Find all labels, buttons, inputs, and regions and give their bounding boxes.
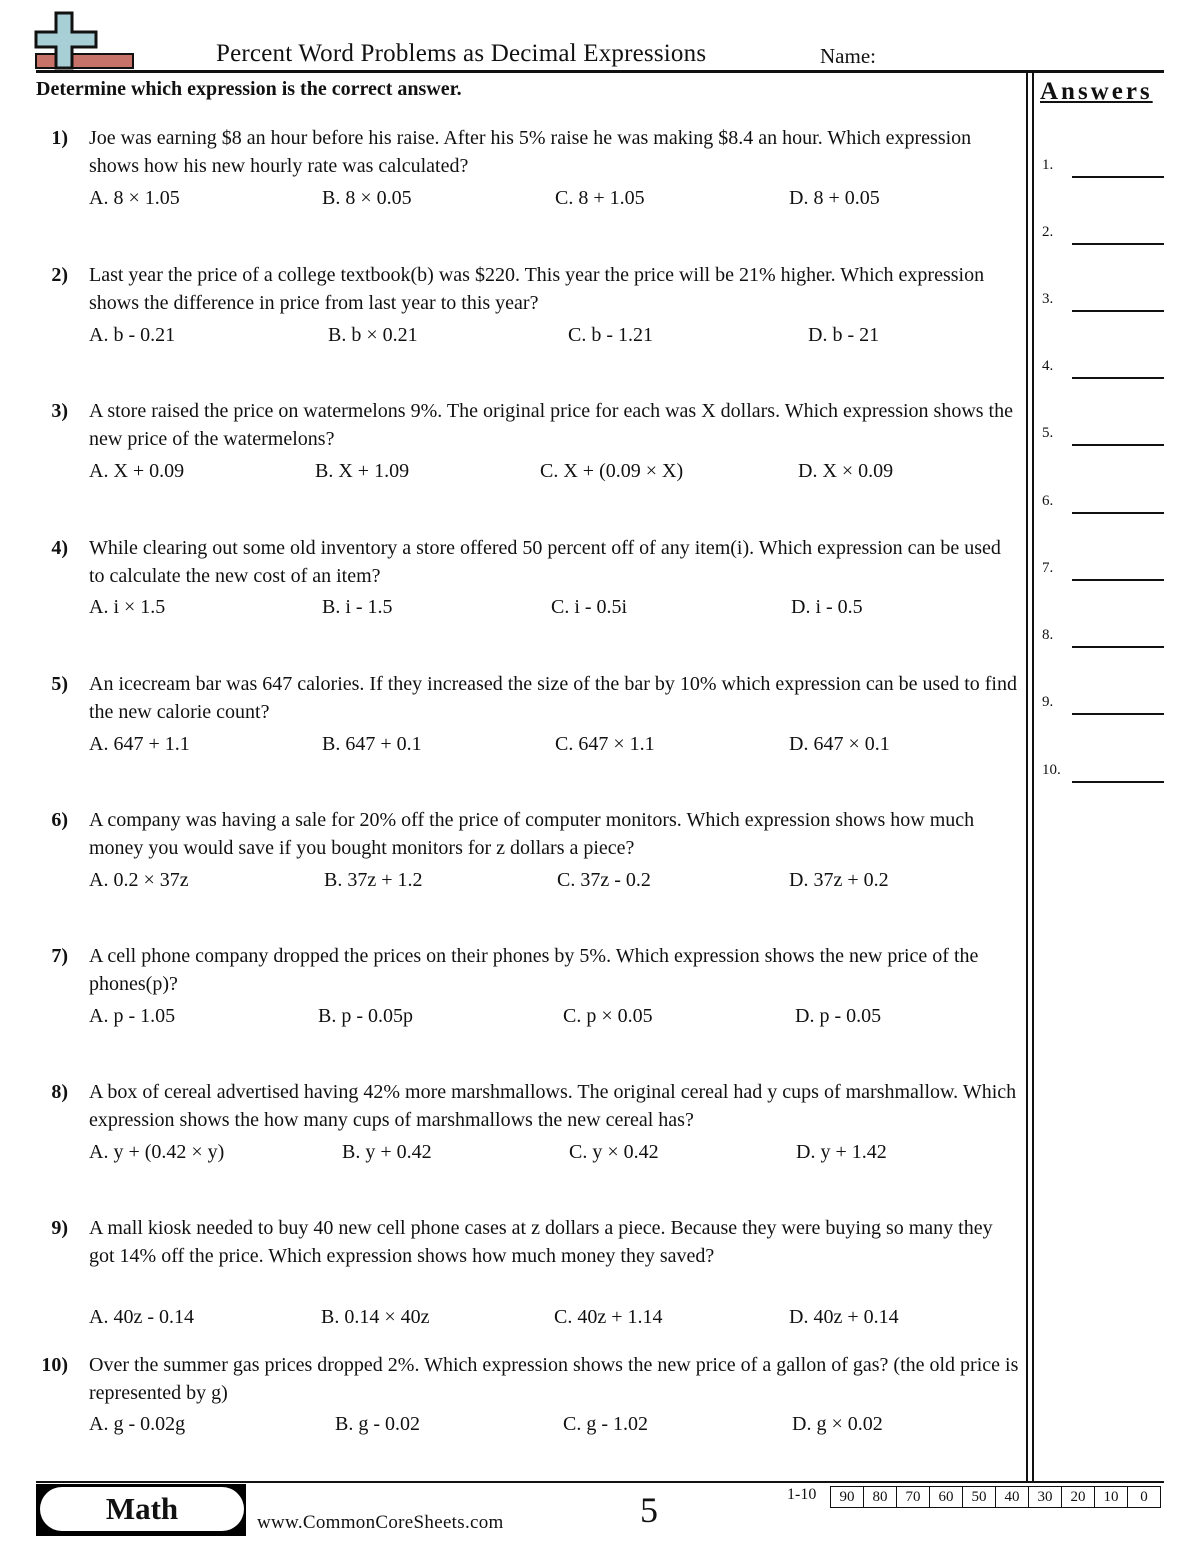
- score-cell: 20: [1062, 1487, 1095, 1507]
- answer-number: 6.: [1042, 493, 1054, 509]
- choice-b[interactable]: B. p - 0.05p: [318, 1005, 413, 1027]
- question-number: 6): [51, 809, 68, 831]
- answers-heading: Answers: [1040, 78, 1153, 105]
- score-cell: 0: [1140, 1488, 1148, 1505]
- answer-number: 9.: [1042, 694, 1054, 710]
- answer-divider-left: [1026, 73, 1028, 1482]
- question-text: A mall kiosk needed to buy 40 new cell phone cases at z dollars a piece. Because they were buying so many they got 14% off the price. Which expression shows how much money they saved?: [89, 1217, 993, 1267]
- choice-a[interactable]: A. i × 1.5: [89, 596, 166, 618]
- choice-c[interactable]: C. y × 0.42: [569, 1141, 659, 1163]
- question-text: An icecream bar was 647 calories. If they increased the size of the bar by 10% which expression can be used to find the new calorie count?: [89, 673, 1017, 723]
- question-text: While clearing out some old inventory a store offered 50 percent off of any item(i). Which expression can be used to calculate the new cost of an item?: [89, 537, 1001, 587]
- choice-c[interactable]: C. p × 0.05: [563, 1005, 653, 1027]
- choice-c[interactable]: C. b - 1.21: [568, 324, 653, 346]
- choice-d[interactable]: D. X × 0.09: [798, 460, 894, 482]
- answer-blank-3[interactable]: [1042, 288, 1164, 312]
- choice-b[interactable]: B. 647 + 0.1: [322, 733, 422, 755]
- choice-a[interactable]: A. y + (0.42 × y): [89, 1141, 225, 1163]
- answer-number: 3.: [1042, 291, 1054, 307]
- bottom-rule: [36, 1481, 1164, 1483]
- question-number: 2): [51, 264, 68, 286]
- choice-b[interactable]: B. y + 0.42: [342, 1141, 432, 1163]
- choice-d[interactable]: D. 40z + 0.14: [789, 1306, 899, 1328]
- score-table: [830, 1486, 1161, 1508]
- score-cell: 10: [1095, 1487, 1128, 1507]
- question-text: A company was having a sale for 20% off the price of computer monitors. Which expression shows how much money you would save if you bought monitors for z dollars a piece?: [89, 809, 975, 859]
- question-number: 9): [51, 1217, 68, 1239]
- choice-d[interactable]: D. b - 21: [808, 324, 880, 346]
- question-text: A box of cereal advertised having 42% more marshmallows. The original cereal had y cups of marshmallow. Which expression shows the how many cups of marshmallows the new cereal has?: [89, 1081, 1017, 1131]
- answer-number: 10.: [1042, 762, 1061, 778]
- answer-blank-9[interactable]: [1042, 691, 1164, 715]
- answer-blank-5[interactable]: [1042, 422, 1164, 446]
- score-cell: 30: [1029, 1487, 1062, 1507]
- question-text: Over the summer gas prices dropped 2%. Which expression shows the new price of a gallon of gas? (the old price is represented by g): [89, 1354, 1019, 1404]
- answer-number: 4.: [1042, 358, 1054, 374]
- worksheet-title: Percent Word Problems as Decimal Expressions: [216, 40, 707, 67]
- choice-b[interactable]: B. 8 × 0.05: [322, 187, 412, 209]
- choice-a[interactable]: A. 0.2 × 37z: [89, 869, 189, 891]
- choice-b[interactable]: B. X + 1.09: [315, 460, 410, 482]
- question-text: Last year the price of a college textbook(b) was $220. This year the price will be 21% higher. Which expression shows the difference in price from last year to this year?: [89, 264, 985, 314]
- question-number: 3): [51, 400, 68, 422]
- question-text: A cell phone company dropped the prices on their phones by 5%. Which expression shows the new price of the phones(p)?: [89, 945, 979, 995]
- answer-blank-4[interactable]: [1042, 355, 1164, 379]
- answer-number: 7.: [1042, 560, 1054, 576]
- answer-number: 8.: [1042, 627, 1054, 643]
- top-rule: [36, 70, 1164, 73]
- choice-c[interactable]: C. i - 0.5i: [551, 596, 628, 618]
- choice-a[interactable]: A. 8 × 1.05: [89, 187, 180, 209]
- choice-b[interactable]: B. 37z + 1.2: [324, 869, 423, 891]
- choice-b[interactable]: B. 0.14 × 40z: [321, 1306, 430, 1328]
- answer-number: 2.: [1042, 224, 1054, 240]
- choice-d[interactable]: D. p - 0.05: [795, 1005, 882, 1027]
- question-number: 5): [51, 673, 68, 695]
- answer-blank-10[interactable]: [1042, 759, 1164, 783]
- answer-blank-6[interactable]: [1042, 490, 1164, 514]
- answer-number: 1.: [1042, 157, 1054, 173]
- choice-b[interactable]: B. g - 0.02: [335, 1413, 420, 1435]
- question-text: Joe was earning $8 an hour before his raise. After his 5% raise he was making $8.4 an hour. Which expression shows how his new hourly rate was calculated?: [89, 127, 972, 177]
- choice-d[interactable]: D. 37z + 0.2: [789, 869, 889, 891]
- answer-blank-7[interactable]: [1042, 557, 1164, 581]
- choice-d[interactable]: D. y + 1.42: [796, 1141, 887, 1163]
- question-text: A store raised the price on watermelons 9%. The original price for each was X dollars. Which expression shows the new price of the watermelons?: [89, 400, 1013, 450]
- question-number: 1): [51, 127, 68, 149]
- choice-b[interactable]: B. i - 1.5: [322, 596, 393, 618]
- choice-c[interactable]: C. X + (0.09 × X): [540, 460, 684, 482]
- subject-badge: Math: [40, 1487, 244, 1531]
- choice-d[interactable]: D. i - 0.5: [791, 596, 863, 618]
- question-number: 4): [51, 537, 68, 559]
- choice-c[interactable]: C. 40z + 1.14: [554, 1306, 663, 1328]
- name-label: Name:: [820, 44, 876, 68]
- commoncoresheets-logo: [34, 10, 134, 70]
- answer-divider-right: [1032, 73, 1034, 1482]
- choice-c[interactable]: C. g - 1.02: [563, 1413, 648, 1435]
- choice-c[interactable]: C. 8 + 1.05: [555, 187, 645, 209]
- choice-a[interactable]: A. g - 0.02g: [89, 1413, 186, 1435]
- question-number: 8): [51, 1081, 68, 1103]
- answer-number: 5.: [1042, 425, 1054, 441]
- instructions: Determine which expression is the correct answer.: [36, 78, 462, 100]
- choice-c[interactable]: C. 37z - 0.2: [557, 869, 651, 891]
- score-cell: 50: [963, 1487, 996, 1507]
- choice-a[interactable]: A. b - 0.21: [89, 324, 176, 346]
- choice-a[interactable]: A. 40z - 0.14: [89, 1306, 194, 1328]
- score-cell: 60: [930, 1487, 963, 1507]
- answer-blank-1[interactable]: [1042, 154, 1164, 178]
- choice-c[interactable]: C. 647 × 1.1: [555, 733, 655, 755]
- score-cell: 90: [831, 1487, 864, 1507]
- choice-b[interactable]: B. b × 0.21: [328, 324, 418, 346]
- answer-blank-8[interactable]: [1042, 624, 1164, 648]
- page-number: 5: [640, 1490, 658, 1530]
- choice-a[interactable]: A. X + 0.09: [89, 460, 185, 482]
- score-range-label: 1-10: [787, 1486, 817, 1503]
- choice-a[interactable]: A. p - 1.05: [89, 1005, 176, 1027]
- choice-d[interactable]: D. g × 0.02: [792, 1413, 883, 1435]
- score-cell: 70: [897, 1487, 930, 1507]
- website-link[interactable]: www.CommonCoreSheets.com: [257, 1512, 504, 1533]
- choice-d[interactable]: D. 8 + 0.05: [789, 187, 880, 209]
- score-cell: 40: [996, 1487, 1029, 1507]
- choice-d[interactable]: D. 647 × 0.1: [789, 733, 890, 755]
- question-number: 7): [51, 945, 68, 967]
- choice-a[interactable]: A. 647 + 1.1: [89, 733, 190, 755]
- question-number: 10): [41, 1354, 68, 1376]
- answer-blank-2[interactable]: [1042, 221, 1164, 245]
- score-cell: 80: [864, 1487, 897, 1507]
